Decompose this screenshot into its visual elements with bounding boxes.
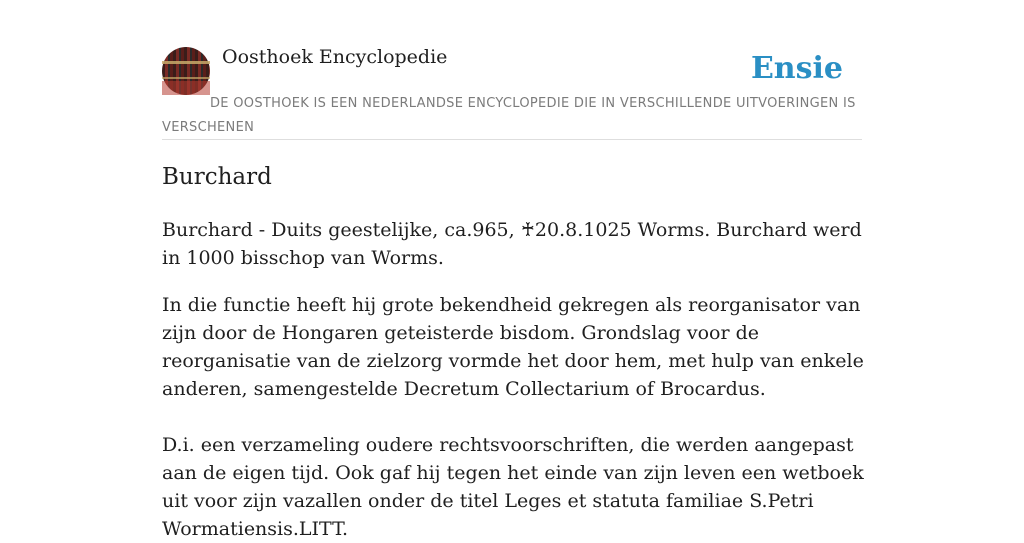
page [162, 0, 864, 540]
avatar-detail [162, 61, 210, 64]
article-paragraph: Burchard - Duits geestelijke, ca.965, ♰20.8.1025 Worms. Burchard werd in 1000 bisschop van Worms. [162, 219, 862, 269]
site-title-link[interactable]: Oosthoek Encyclopedie [222, 46, 448, 68]
site-avatar[interactable] [162, 47, 210, 95]
site-header [162, 0, 862, 140]
avatar-detail [162, 77, 210, 79]
article-paragraph: D.i. een verzameling oudere rechtsvoorschriften, die werden aangepast aan de eigen tijd. Ook gaf hij tegen het einde van zijn leven een wetboek uit voor zijn vazallen onder de titel Leges et statuta familiae S.Petri Wormatiensis.LITT. [162, 434, 864, 540]
brand-logo-link[interactable]: Ensie [750, 51, 843, 86]
article-paragraph: In die functie heeft hij grote bekendheid gekregen als reorganisator van zijn door de Hongaren geteisterde bisdom. Grondslag voor de reorganisatie van de zielzorg vormde het door hem, met hulp van enkele anderen, samengestelde Decretum Collectarium of Brocardus. [162, 294, 864, 400]
article-title: Burchard [162, 164, 272, 190]
site-tagline: DE OOSTHOEK IS EEN NEDERLANDSE ENCYCLOPEDIE DIE IN VERSCHILLENDE UITVOERINGEN IS VERSCHENEN [162, 96, 856, 135]
